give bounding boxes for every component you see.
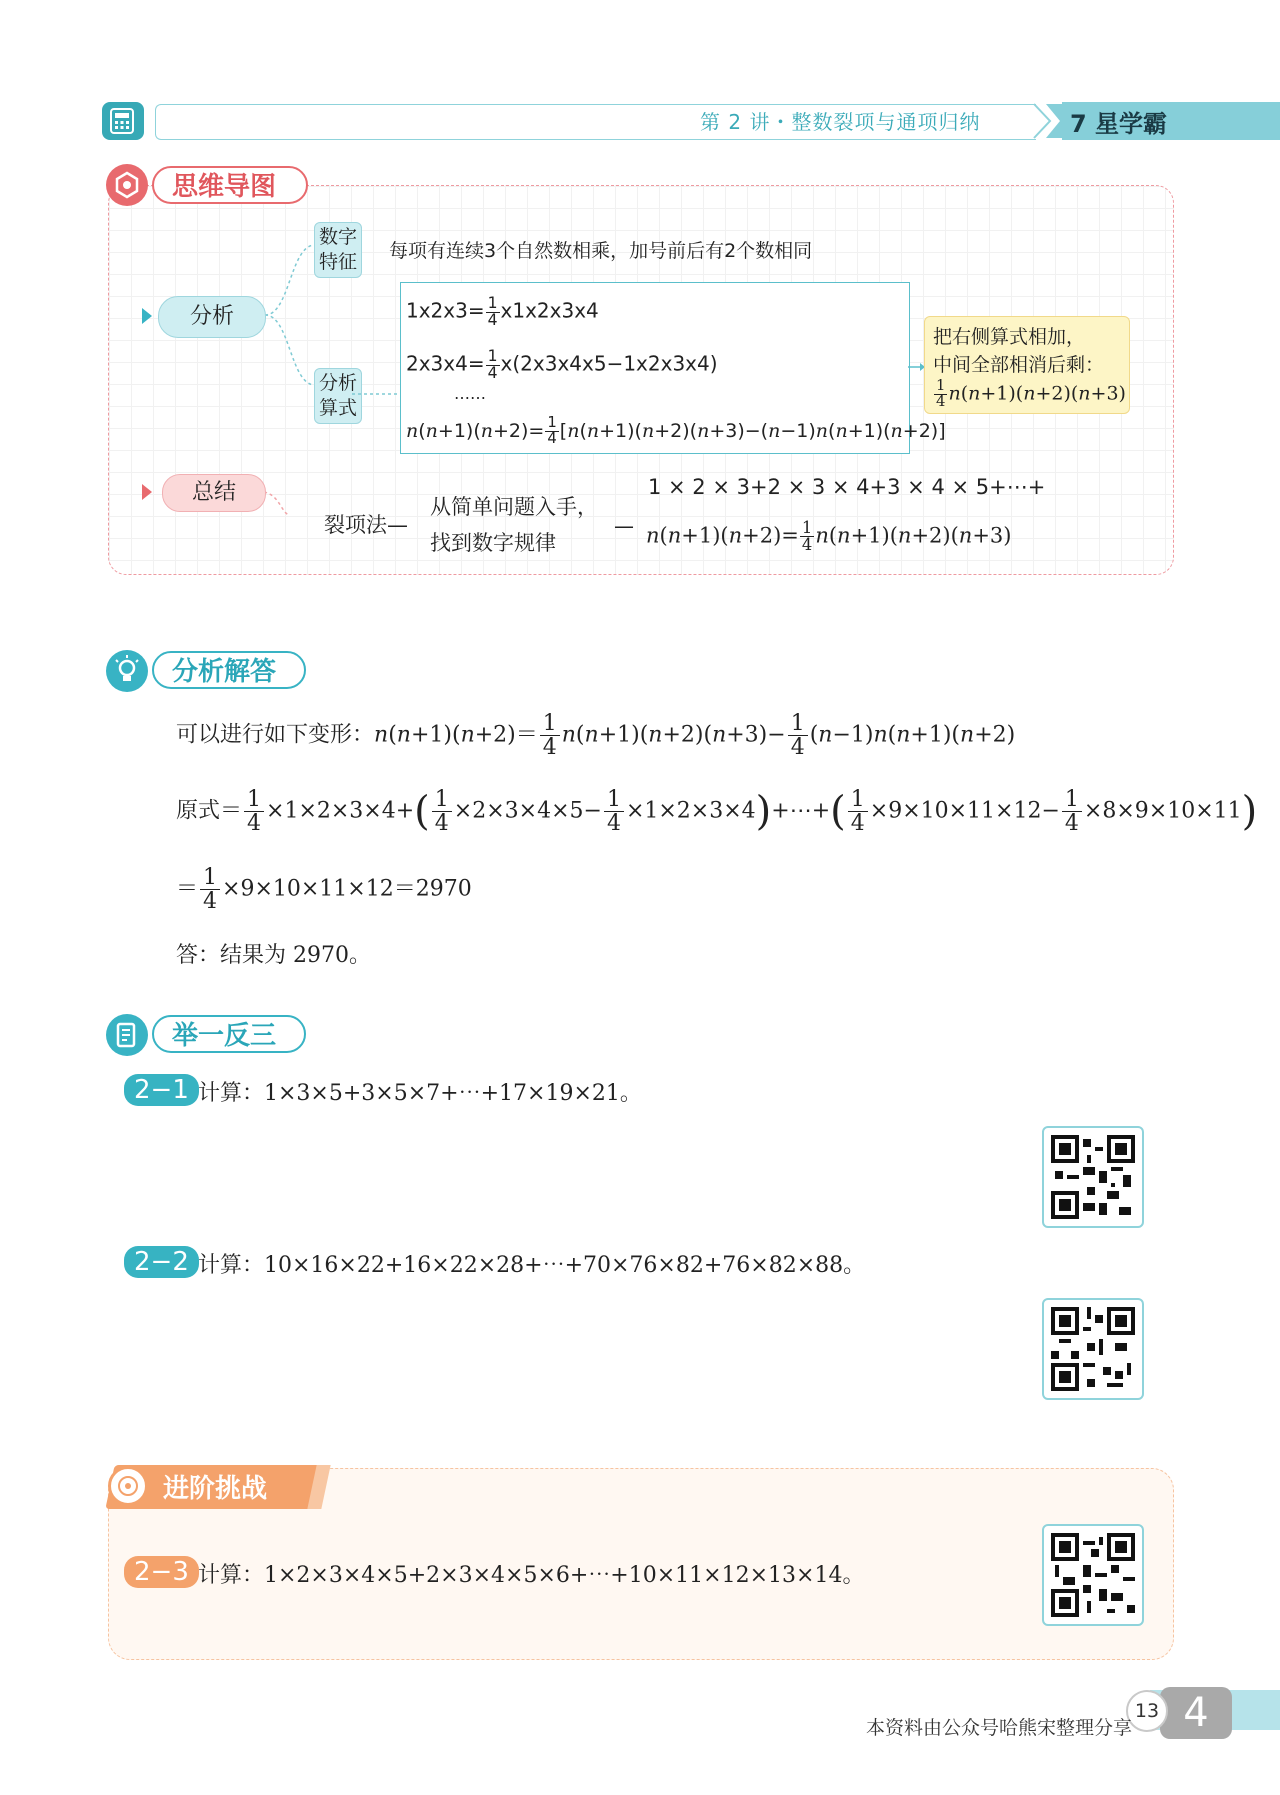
feature-text: 每项有连续3个自然数相乘，加号前后有2个数相同 [389, 240, 813, 262]
solution-answer: 答：结果为 2970。 [176, 943, 371, 968]
sum-line-1: 1 × 2 × 3+2 × 3 × 4+3 × 4 × 5+⋯+ [648, 475, 1046, 499]
exercise-label-2-2: 2−2 [124, 1246, 199, 1278]
tag-analyze-formula: 分析算式 [314, 368, 362, 424]
triangle-marker-icon [142, 484, 152, 500]
section-title-challenge: 进阶挑战 [163, 1474, 268, 1504]
exercise-text-2-2: 计算：10×16×22+16×22×28+⋯+70×76×82+76×82×88。 [198, 1253, 866, 1278]
method-dash: — [614, 514, 634, 538]
dotted-connector [352, 380, 402, 400]
summary-box [924, 316, 1130, 414]
chapter-title: 第 2 讲・整数裂项与通项归纳 [700, 110, 981, 134]
summary-line-2: 中间全部相消后剩： [933, 354, 1105, 376]
calculator-icon [102, 102, 144, 140]
notebook-icon [106, 1014, 148, 1056]
section-title-mindmap: 思维导图 [152, 166, 308, 204]
page-number: 13 [1126, 1690, 1168, 1732]
summary-formula: $\frac{1}{4}$ n(n+1)(n+2)(n+3) [936, 377, 1126, 410]
section-title-practice: 举一反三 [152, 1015, 306, 1053]
qr-code-icon[interactable] [1042, 1298, 1144, 1400]
solution-line-1: 可以进行如下变形：n(n+1)(n+2)＝ $\frac{1}{4}$ n(n+1)(n+2)(n+3)− $\frac{1}{4}$ (n−1)n(n+1)(n+2) [176, 711, 1016, 761]
triangle-marker-icon [142, 308, 152, 324]
node-summary: 总结 [162, 474, 266, 512]
solution-line-3: ＝ $\frac{1}{4}$ ×9×10×11×12＝2970 [176, 865, 472, 915]
solution-line-2: 原式＝ $\frac{1}{4}$ ×1×2×3×4+( $\frac{1}{4}$ ×2×3×4×5− $\frac{1}{4}$ ×1×2×3×4)+⋯+( $\frac{1}{4}$ ×9×10×11×12− $\frac{1}{4}$ ×8×9×10×11) [176, 787, 1258, 837]
exercise-text-2-3: 计算：1×2×3×4×5+2×3×4×5×6+⋯+10×11×12×13×14。 [198, 1563, 865, 1588]
formula-line-2: 2x3x4= $\frac{1}{4}$ x(2x3x4x5−1x2x3x4) [406, 347, 718, 382]
qr-code-icon[interactable] [1042, 1524, 1144, 1626]
method-step-1: 从简单问题入手， [430, 495, 598, 519]
qr-code-icon[interactable] [1042, 1126, 1144, 1228]
node-analysis: 分析 [158, 296, 266, 338]
formula-general: n(n+1)(n+2)= $\frac{1}{4}$ [n(n+1)(n+2)(n+3)−(n−1)n(n+1)(n+2)] [406, 414, 946, 447]
mindmap-icon [106, 164, 148, 206]
formula-line-1: 1x2x3= $\frac{1}{4}$ x1x2x3x4 [406, 294, 599, 329]
formula-ellipsis: …… [454, 384, 486, 403]
tag-number-feature: 数字特征 [314, 222, 362, 278]
exercise-text-2-1: 计算：1×3×5+3×5×7+⋯+17×19×21。 [198, 1081, 642, 1106]
chapter-number: 4 [1160, 1687, 1232, 1739]
exercise-label-2-3: 2−3 [124, 1556, 199, 1588]
footer-note: 本资料由公众号哈熊宋整理分享 [866, 1717, 1133, 1739]
method-step-2: 找到数字规律 [430, 531, 556, 555]
target-icon [108, 1466, 148, 1506]
brand-name: 7 星学霸 [1070, 110, 1168, 138]
section-title-solution: 分析解答 [152, 651, 306, 689]
method-label: 裂项法— [324, 513, 408, 537]
sum-line-2: n(n+1)(n+2)= $\frac{1}{4}$ n(n+1)(n+2)(n+3) [646, 518, 1012, 555]
summary-line-1: 把右侧算式相加， [933, 326, 1086, 348]
exercise-label-2-1: 2−1 [124, 1074, 199, 1106]
chevron-right-icon [1030, 102, 1064, 140]
lightbulb-icon [106, 650, 148, 692]
